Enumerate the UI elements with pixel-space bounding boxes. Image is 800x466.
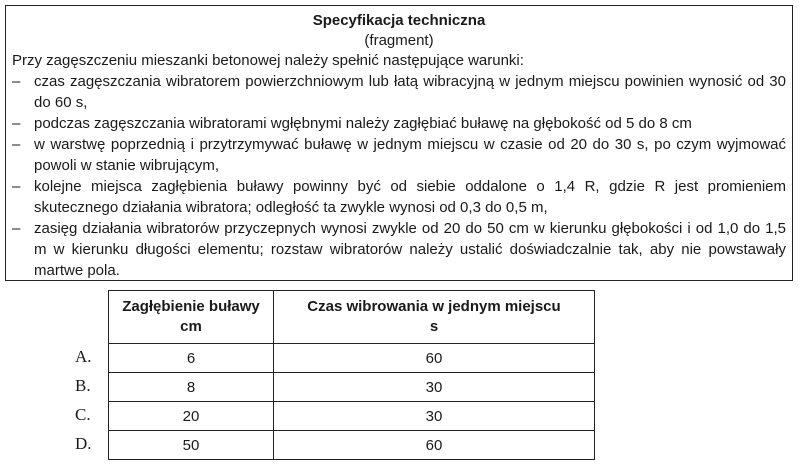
spec-condition-3 [12,134,786,176]
depth-cell: 6 [109,344,274,373]
dash-bullet: – [12,73,21,90]
header-time-unit: s [429,318,439,335]
spec-conditions-list [12,71,786,281]
spec-condition-text: czas zagęszczania wibratorem powierzchniowym lub łatą wibracyjną w jednym miejscu powinien wynosić od 30 do 60 s, [34,73,786,111]
option-label-d[interactable]: D. [75,434,92,453]
time-cell: 30 [274,402,595,431]
table-header-row [109,291,595,344]
depth-cell: 8 [109,373,274,402]
spec-condition-2 [12,113,786,134]
dash-bullet: – [12,220,21,237]
specification-box [5,5,793,281]
table-row [109,344,595,373]
spec-subtitle: (fragment) [364,32,434,49]
depth-cell: 20 [109,402,274,431]
header-depth [109,291,274,344]
spec-condition-text: zasięg działania wibratorów przyczepnych wynosi zwykle od 20 do 50 cm w kierunku głębokości i od 1,0 do 1,5 m w kierunku długości elementu; rozstaw wibratorów należy ustalić doświadczalnie tak, aby nie powstawały martwe pola. [34,220,786,279]
option-label-a[interactable]: A. [75,347,92,366]
header-time-label: Czas wibrowania w jednym miejscu [307,298,561,315]
header-time [274,291,595,344]
spec-condition-text: kolejne miejsca zagłębienia buławy powinny być od siebie oddalone o 1,4 R, gdzie R jest promieniem skutecznego działania wibratora; odległość ta zwykle wynosi od 0,3 do 0,5 m, [34,178,786,216]
spec-condition-4 [12,176,786,218]
spec-condition-1 [12,71,786,113]
spec-condition-text: podczas zagęszczania wibratorami wgłębnymi należy zagłębiać buławę na głębokość od 5 do 8 cm [34,115,692,132]
option-label-b[interactable]: B. [75,376,91,395]
spec-condition-text: w warstwę poprzednią i przytrzymywać buławę w jednym miejscu w czasie od 20 do 30 s, po czym wyjmować powoli w stanie wibrującym, [34,136,786,174]
table-row [109,402,595,431]
spec-title: Specyfikacja techniczna [312,12,486,29]
option-label-c[interactable]: C. [75,405,91,424]
answers-table [108,290,595,460]
time-cell: 30 [274,373,595,402]
table-row [109,373,595,402]
dash-bullet: – [12,178,21,195]
header-depth-unit: cm [180,318,202,335]
spec-condition-5 [12,218,786,281]
dash-bullet: – [12,115,21,132]
depth-cell: 50 [109,431,274,460]
time-cell: 60 [274,431,595,460]
time-cell: 60 [274,344,595,373]
dash-bullet: – [12,136,21,153]
header-depth-label: Zagłębienie buławy [122,298,260,315]
spec-intro: Przy zagęszczeniu mieszanki betonowej należy spełnić następujące warunki: [12,52,524,69]
table-row [109,431,595,460]
